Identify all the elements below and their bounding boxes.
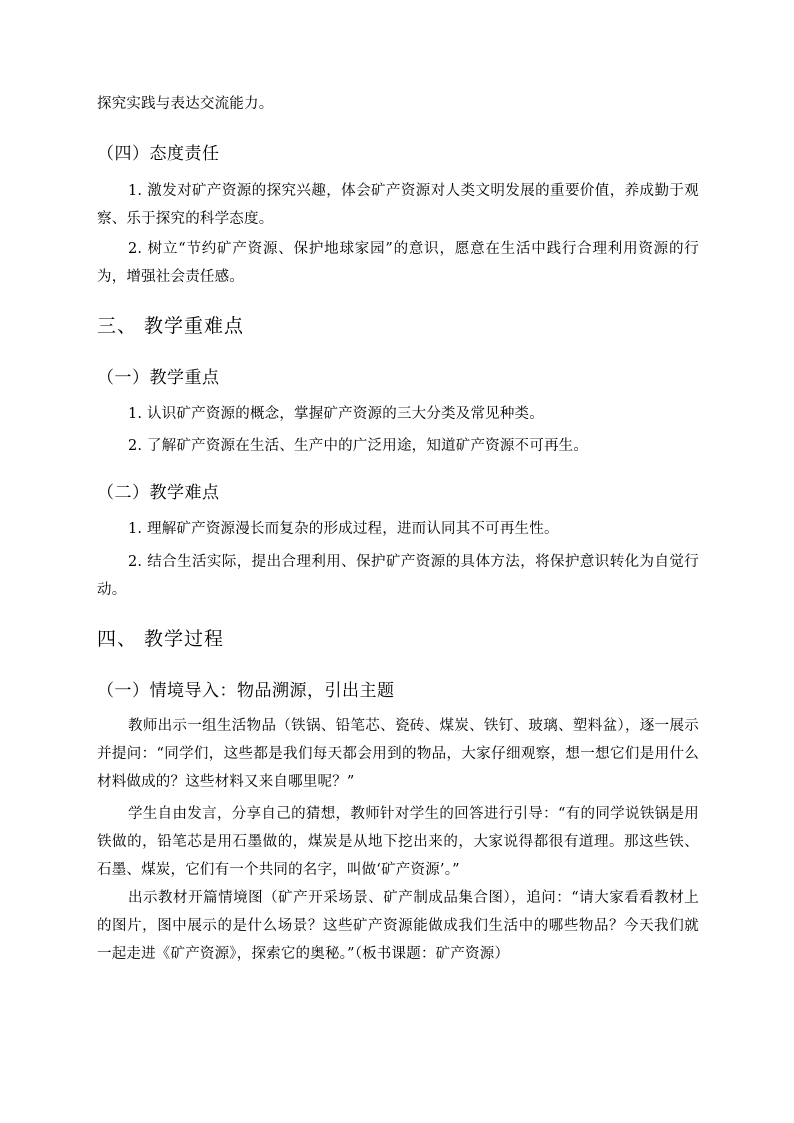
focus-item-1: 1. 认识矿产资源的概念，掌握矿产资源的三大分类及常见种类。 xyxy=(128,406,544,422)
heading-intro: （一）情境导入：物品溯源，引出主题 xyxy=(97,681,395,701)
attitude-item-2: 2. 树立“节约矿产资源、保护地球家园”的意识，愿意在生活中践行合理利用资源的行为，增强社会责任感。 xyxy=(97,241,699,285)
difficulty-item-1: 1. 理解矿产资源漫长而复杂的形成过程，进而认同其不可再生性。 xyxy=(128,521,559,537)
heading-attitude: （四）态度责任 xyxy=(97,144,220,164)
continuation-text: 探究实践与表达交流能力。 xyxy=(97,96,274,112)
heading-process: 四、 教学过程 xyxy=(97,628,225,650)
heading-difficulty: （二）教学难点 xyxy=(97,483,220,503)
heading-key-points: 三、 教学重难点 xyxy=(97,315,245,337)
intro-paragraph-2: 学生自由发言，分享自己的猜想，教师针对学生的回答进行引导：“有的同学说铁锅是用铁做的，铅笔芯是用石墨做的，煤炭是从地下挖出来的，大家说得都很有道理。那这些铁、石墨、煤炭，它们有一个共同的名字，叫做‘矿产资源’。” xyxy=(97,806,699,878)
intro-paragraph-1: 教师出示一组生活物品（铁锅、铅笔芯、瓷砖、煤炭、铁钉、玻璃、塑料盆），逐一展示并提问：“同学们，这些都是我们每天都会用到的物品，大家仔细观察，想一想它们是用什么材料做成的？这些材料又来自哪里呢？” xyxy=(97,718,699,790)
attitude-item-1: 1. 激发对矿产资源的探究兴趣，体会矿产资源对人类文明发展的重要价值，养成勤于观察、乐于探究的科学态度。 xyxy=(97,183,699,227)
difficulty-item-2: 2. 结合生活实际，提出合理利用、保护矿产资源的具体方法，将保护意识转化为自觉行动。 xyxy=(97,554,699,598)
intro-paragraph-3: 出示教材开篇情境图（矿产开采场景、矿产制成品集合图），追问：“请大家看看教材上的图片，图中展示的是什么场景？这些矿产资源能做成我们生活中的哪些物品？今天我们就一起走进《矿产资源》，探索它的奥秘。”（板书课题：矿产资源） xyxy=(97,890,699,962)
focus-item-2: 2. 了解矿产资源在生活、生产中的广泛用途，知道矿产资源不可再生。 xyxy=(128,438,589,454)
heading-focus: （一）教学重点 xyxy=(97,368,220,388)
